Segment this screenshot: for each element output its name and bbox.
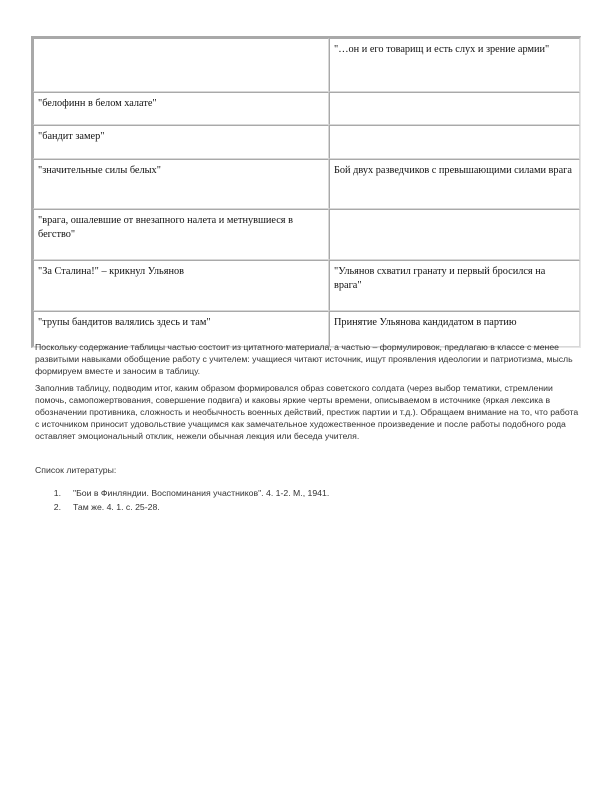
table-cell-left: "белофинн в белом халате" [33, 92, 329, 125]
list-item [35, 501, 575, 513]
list-item-number: 2. [53, 502, 61, 512]
table-row [33, 209, 580, 260]
analysis-table [31, 36, 581, 348]
list-item-number: 1. [53, 488, 61, 498]
literature-heading: Список литературы: [35, 465, 117, 475]
list-item-text: "Бои в Финляндии. Воспоминания участников". 4. 1-2. М., 1941. [73, 488, 330, 498]
table-cell-left: "трупы бандитов валялись здесь и там" [33, 311, 329, 347]
table-cell-right: "…он и его товарищ и есть слух и зрение армии" [329, 38, 580, 92]
table-cell-right [329, 209, 580, 260]
list-item-text: Там же. 4. 1. с. 25-28. [73, 502, 160, 512]
table-cell-right [329, 92, 580, 125]
table-cell-right [329, 125, 580, 159]
table-cell-right: Бой двух разведчиков с превышающими силами врага [329, 159, 580, 209]
table-cell-left: "значительные силы белых" [33, 159, 329, 209]
table-row [33, 92, 580, 125]
table-row [33, 125, 580, 159]
list-item [35, 487, 575, 499]
table-cell-left: "бандит замер" [33, 125, 329, 159]
table-cell-left [33, 38, 329, 92]
table-row [33, 38, 580, 92]
literature-list [35, 487, 575, 515]
table-row [33, 260, 580, 311]
table-cell-right: "Ульянов схватил гранату и первый бросился на врага" [329, 260, 580, 311]
table-cell-right: Принятие Ульянова кандидатом в партию [329, 311, 580, 347]
body-paragraph: Заполнив таблицу, подводим итог, каким образом формировался образ советского солдата (через выбор тематики, стремлении помочь, самопожертвования, совершение подвига) и каковы яркие черты времени, описываемом в источнике (яркая лексика в обозначении противника, сложность и необычность военных действий, престиж партии и т.д.). Обращаем внимание на то, что работа с источником приносит удовольствие учащимся как замечательное художественное произведение и после работы подобного рода оставляет эмоциональный отклик, нежели обычная лекция или беседа учителя. [35, 383, 579, 441]
table-cell-left: "врага, ошалевшие от внезапного налета и метнувшиеся в бегство" [33, 209, 329, 260]
body-paragraph: Поскольку содержание таблицы частью состоит из цитатного материала, а частью – формулировок, предлагаю в классе с менее развитыми навыками обобщение работу с учителем: учащиеся читают источник, ищут проявления идеологии и патриотизма, мысль формируем вместе и заносим в таблицу. [35, 342, 573, 376]
table-cell-left: "За Сталина!" – крикнул Ульянов [33, 260, 329, 311]
table-row [33, 159, 580, 209]
